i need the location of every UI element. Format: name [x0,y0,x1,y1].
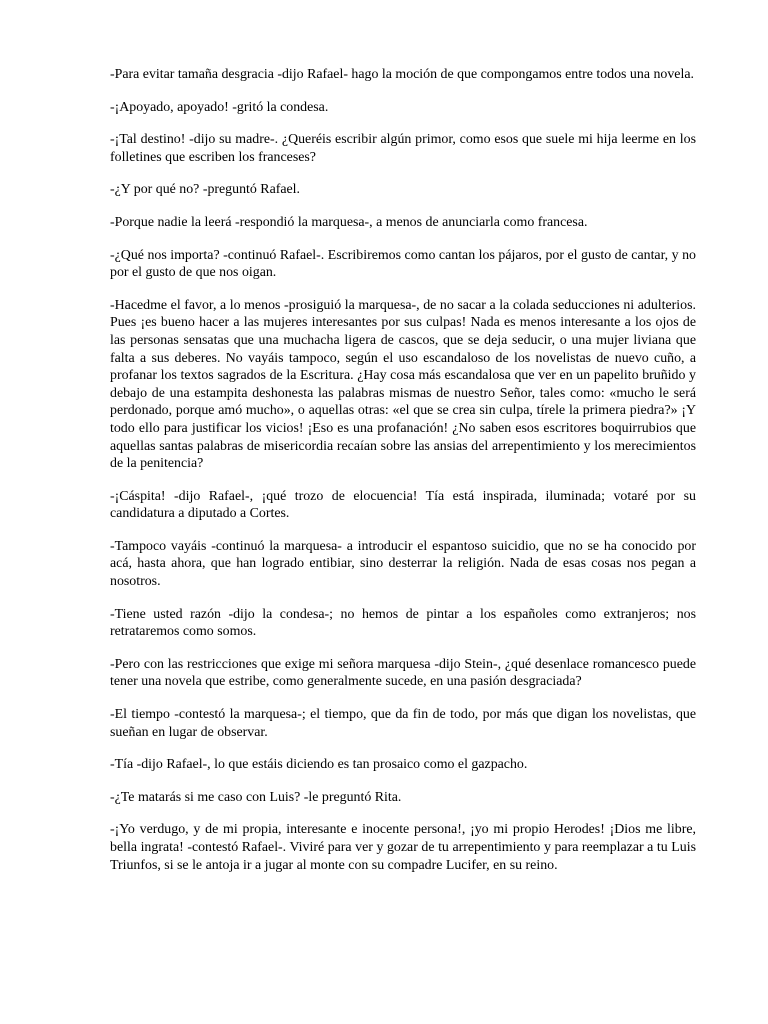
paragraph-7: -Hacedme el favor, a lo menos -prosiguió la marquesa-, de no sacar a la colada seducciones ni adulterios. Pues ¡es bueno hacer a las mujeres interesantes por sus culpas! Nada es menos interesante a los ojos de las personas sensatas que una muchacha ligera de cascos, que se deja seducir, o una mujer liviana que falta a sus deberes. No vayáis tampoco, según el uso escandaloso de los novelistas de nuevo cuño, a profanar los textos sagrados de la Escritura. ¿Hay cosa más escandalosa que ver en un papelito bruñido y debajo de una estampita deshonesta las palabras mismas de nuestro Señor, tales como: «mucho le será perdonado, porque amó mucho», o aquellas otras: «el que se crea sin culpa, tírele la primera piedra?» ¡Y todo ello para justificar los vicios! ¡Eso es una profanación! ¿No saben esos escritores boquirrubios que aquellas santas palabras de misericordia recaían sobre las ansias del arrepentimiento y los merecimientos de la penitencia? [110,297,696,472]
paragraph-12: -El tiempo -contestó la marquesa-; el tiempo, que da fin de todo, por más que digan los novelistas, que sueñan en lugar de observar. [110,707,696,740]
paragraph-11: -Pero con las restricciones que exige mi señora marquesa -dijo Stein-, ¿qué desenlace romancesco puede tener una novela que estribe, como generalmente sucede, en una pasión desgraciada? [110,656,696,690]
paragraph-2: -¡Apoyado, apoyado! -gritó la condesa. [110,99,329,115]
paragraph-13: -Tía -dijo Rafael-, lo que estáis diciendo es tan prosaico como el gazpacho. [110,757,528,773]
paragraph-15: -¡Yo verdugo, y de mi propia, interesante e inocente persona!, ¡yo mi propio Herodes! ¡Dios me libre, bella ingrata! -contestó Rafael-. Viviré para ver y gozar de tu arrepentimiento y para reemplazar a tu Luis Triunfos, si se le antoja ir a jugar al monte con su compadre Lucifer, en su reino. [110,822,696,873]
paragraph-8: -¡Cáspita! -dijo Rafael-, ¡qué trozo de elocuencia! Tía está inspirada, iluminada; votaré por su candidatura a diputado a Cortes. [110,488,696,522]
paragraph-4: -¿Y por qué no? -preguntó Rafael. [110,182,301,198]
paragraph-3: -¡Tal destino! -dijo su madre-. ¿Queréis escribir algún primor, como esos que suele mi hija leerme en los folletines que escriben los franceses? [110,132,696,165]
paragraph-1: -Para evitar tamaña desgracia -dijo Rafael- hago la moción de que compongamos entre todos una novela. [110,67,694,82]
paragraph-10: -Tiene usted razón -dijo la condesa-; no hemos de pintar a los españoles como extranjeros; nos retrataremos como somos. [110,606,696,640]
paragraph-9: -Tampoco vayáis -continuó la marquesa- a introducir el espantoso suicidio, que no se ha conocido por acá, hasta ahora, que han logrado entibiar, sino desterrar la religión. Nada de esas cosas nos pegan a nosotros. [110,538,696,590]
paragraph-5: -Porque nadie la leerá -respondió la marquesa-, a menos de anunciarla como francesa. [110,214,588,230]
paragraph-6: -¿Qué nos importa? -continuó Rafael-. Escribiremos como cantan los pájaros, por el gusto de cantar, y no por el gusto de que nos oigan. [110,247,696,281]
paragraph-14: -¿Te matarás si me caso con Luis? -le preguntó Rita. [110,789,402,805]
